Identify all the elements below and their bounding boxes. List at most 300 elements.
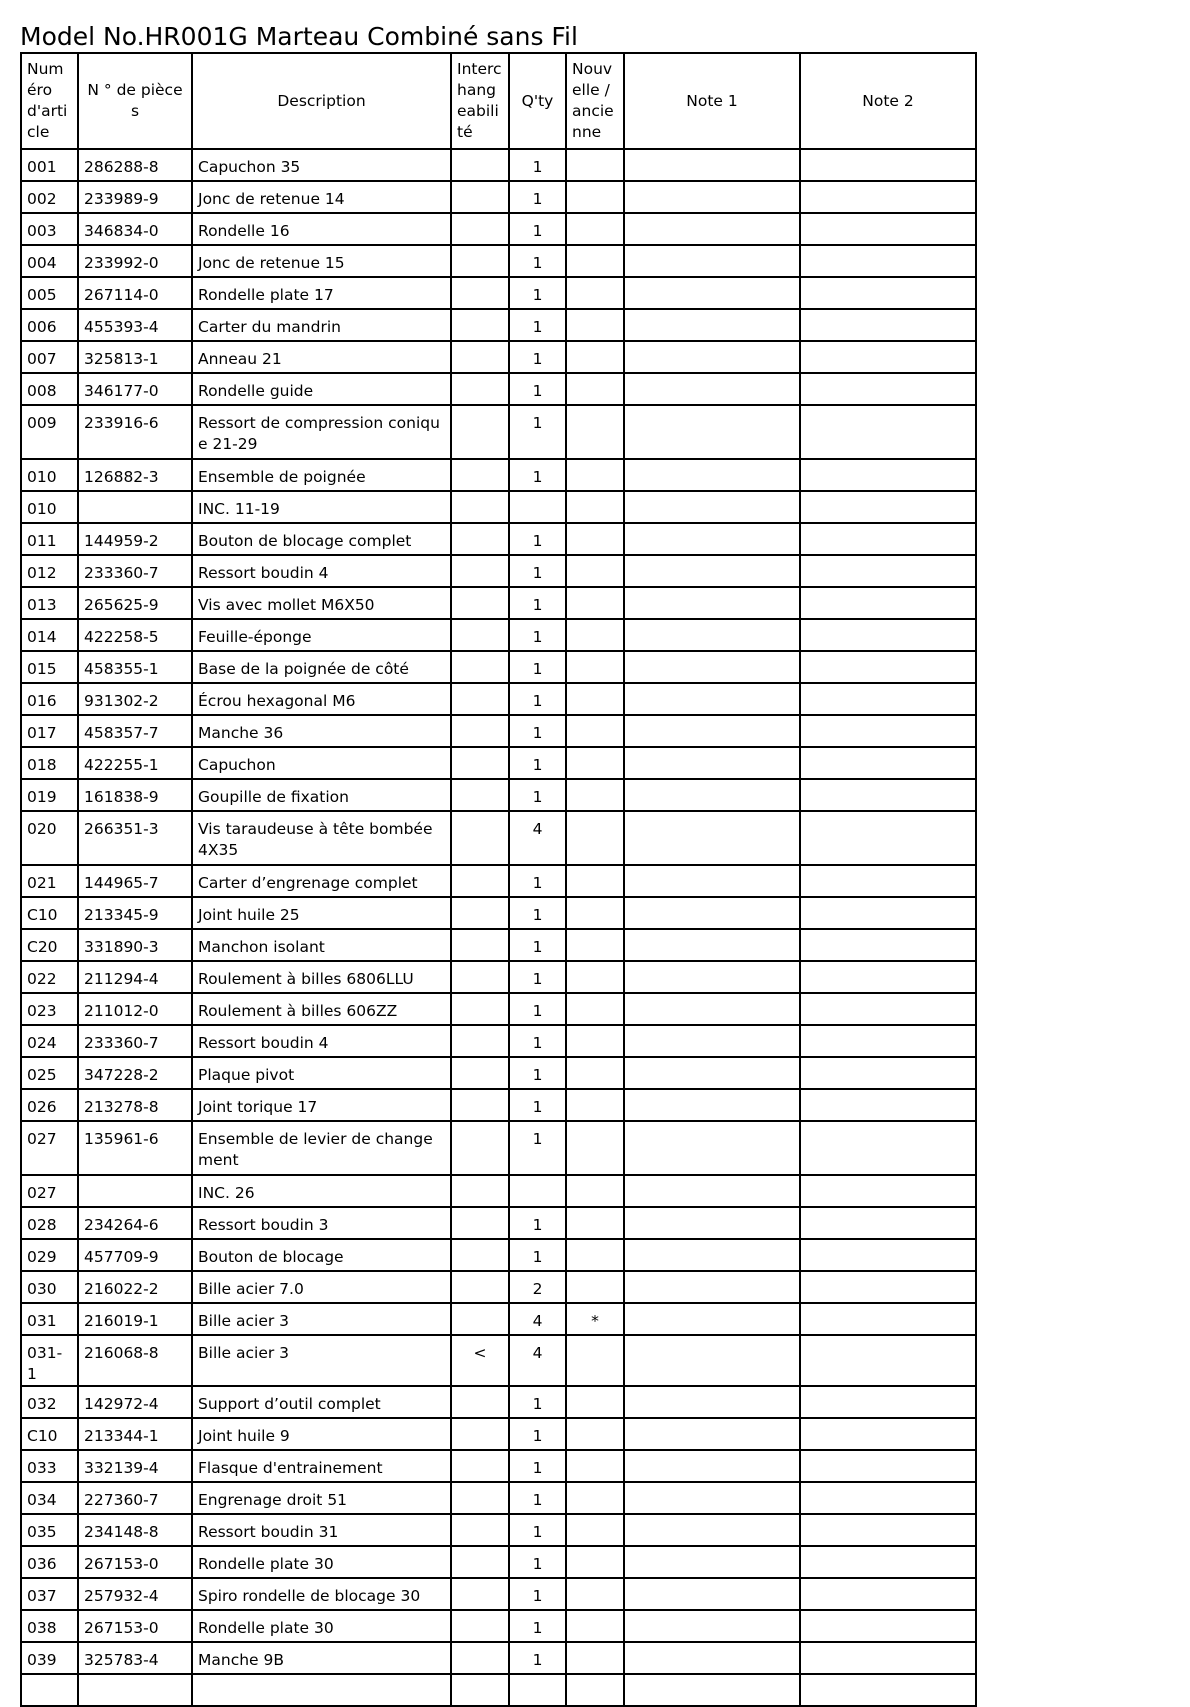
description-cell: Joint huile 25 <box>192 897 451 929</box>
interchangeability-cell <box>451 555 509 587</box>
note-1-cell <box>624 1207 800 1239</box>
table-row <box>21 651 976 683</box>
interchangeability-cell <box>451 1089 509 1121</box>
note-1-cell <box>624 811 800 865</box>
table-row <box>21 747 976 779</box>
item-number-cell: C10 <box>21 1418 78 1450</box>
description-cell: Rondelle guide <box>192 373 451 405</box>
quantity-cell: 1 <box>509 1121 566 1175</box>
note-1-cell <box>624 1386 800 1418</box>
note-1-cell <box>624 1239 800 1271</box>
note-1-cell <box>624 555 800 587</box>
quantity-cell <box>509 491 566 523</box>
part-number-cell: 213344-1 <box>78 1418 192 1450</box>
item-number-cell: 014 <box>21 619 78 651</box>
item-number-cell: 001 <box>21 149 78 181</box>
item-number-cell: 015 <box>21 651 78 683</box>
description-cell: Bille acier 3 <box>192 1303 451 1335</box>
item-number-cell: 027 <box>21 1175 78 1207</box>
note-2-cell <box>800 523 976 555</box>
part-number-cell: 142972-4 <box>78 1386 192 1418</box>
quantity-cell: 1 <box>509 181 566 213</box>
note-1-cell <box>624 1057 800 1089</box>
table-row <box>21 1514 976 1546</box>
quantity-cell: 1 <box>509 1239 566 1271</box>
new-old-cell <box>566 1271 624 1303</box>
item-number-cell: 021 <box>21 865 78 897</box>
note-2-cell <box>800 683 976 715</box>
quantity-cell: 1 <box>509 1418 566 1450</box>
new-old-cell <box>566 865 624 897</box>
interchangeability-cell <box>451 1386 509 1418</box>
interchangeability-cell <box>451 341 509 373</box>
new-old-cell <box>566 587 624 619</box>
table-row <box>21 1674 976 1706</box>
interchangeability-cell <box>451 961 509 993</box>
new-old-cell <box>566 715 624 747</box>
part-number-cell: 458355-1 <box>78 651 192 683</box>
note-1-cell <box>624 1610 800 1642</box>
note-2-cell <box>800 341 976 373</box>
description-cell: Feuille-éponge <box>192 619 451 651</box>
note-1-cell <box>624 1450 800 1482</box>
quantity-cell: 1 <box>509 1207 566 1239</box>
description-cell: Rondelle plate 17 <box>192 277 451 309</box>
interchangeability-cell <box>451 1674 509 1706</box>
table-row <box>21 341 976 373</box>
table-row <box>21 811 976 865</box>
item-number-cell: 019 <box>21 779 78 811</box>
item-number-cell: 035 <box>21 1514 78 1546</box>
new-old-cell <box>566 1642 624 1674</box>
interchangeability-cell <box>451 1303 509 1335</box>
interchangeability-cell <box>451 1610 509 1642</box>
table-row <box>21 1121 976 1175</box>
description-cell: Rondelle plate 30 <box>192 1610 451 1642</box>
interchangeability-cell <box>451 779 509 811</box>
description-cell: Écrou hexagonal M6 <box>192 683 451 715</box>
note-1-cell <box>624 1546 800 1578</box>
description-cell: Joint torique 17 <box>192 1089 451 1121</box>
quantity-cell: 1 <box>509 1546 566 1578</box>
new-old-cell <box>566 1121 624 1175</box>
new-old-cell <box>566 1482 624 1514</box>
note-1-cell <box>624 491 800 523</box>
note-2-cell <box>800 1674 976 1706</box>
part-number-cell: 233360-7 <box>78 555 192 587</box>
new-old-cell <box>566 929 624 961</box>
note-2-cell <box>800 651 976 683</box>
note-2-cell <box>800 1578 976 1610</box>
note-1-cell <box>624 715 800 747</box>
note-1-cell <box>624 1514 800 1546</box>
part-number-cell: 135961-6 <box>78 1121 192 1175</box>
new-old-cell <box>566 993 624 1025</box>
note-2-cell <box>800 459 976 491</box>
description-cell: Base de la poignée de côté <box>192 651 451 683</box>
new-old-cell <box>566 1418 624 1450</box>
note-2-cell <box>800 865 976 897</box>
item-number-cell: 011 <box>21 523 78 555</box>
note-2-cell <box>800 993 976 1025</box>
table-row <box>21 405 976 459</box>
table-row <box>21 459 976 491</box>
interchangeability-cell <box>451 1418 509 1450</box>
quantity-cell: 1 <box>509 929 566 961</box>
new-old-cell <box>566 341 624 373</box>
note-1-cell <box>624 341 800 373</box>
note-2-cell <box>800 747 976 779</box>
description-cell: Jonc de retenue 15 <box>192 245 451 277</box>
interchangeability-cell <box>451 181 509 213</box>
item-number-cell: 025 <box>21 1057 78 1089</box>
new-old-cell <box>566 459 624 491</box>
description-cell: Bille acier 7.0 <box>192 1271 451 1303</box>
part-number-cell: 233360-7 <box>78 1025 192 1057</box>
table-row <box>21 897 976 929</box>
interchangeability-cell <box>451 405 509 459</box>
new-old-cell <box>566 373 624 405</box>
note-2-cell <box>800 245 976 277</box>
description-cell: Manche 36 <box>192 715 451 747</box>
note-2-cell <box>800 779 976 811</box>
note-2-cell <box>800 1386 976 1418</box>
table-row <box>21 1642 976 1674</box>
quantity-cell <box>509 1175 566 1207</box>
new-old-cell <box>566 1207 624 1239</box>
item-number-cell: C10 <box>21 897 78 929</box>
new-old-cell <box>566 1335 624 1386</box>
new-old-cell <box>566 1239 624 1271</box>
item-number-cell: 006 <box>21 309 78 341</box>
description-cell: Bouton de blocage complet <box>192 523 451 555</box>
note-1-cell <box>624 929 800 961</box>
part-number-cell: 455393-4 <box>78 309 192 341</box>
description-cell: Vis taraudeuse à tête bombée 4X35 <box>192 811 451 865</box>
item-number-cell: 031-1 <box>21 1335 78 1386</box>
item-number-cell: 010 <box>21 459 78 491</box>
description-cell: Capuchon <box>192 747 451 779</box>
interchangeability-cell <box>451 309 509 341</box>
part-number-cell: 266351-3 <box>78 811 192 865</box>
description-cell: Engrenage droit 51 <box>192 1482 451 1514</box>
description-cell: Manche 9B <box>192 1642 451 1674</box>
description-cell: Ressort boudin 4 <box>192 1025 451 1057</box>
quantity-cell: 1 <box>509 1482 566 1514</box>
new-old-cell <box>566 651 624 683</box>
note-1-cell <box>624 747 800 779</box>
note-2-cell <box>800 1089 976 1121</box>
part-number-cell: 144965-7 <box>78 865 192 897</box>
quantity-cell: 1 <box>509 459 566 491</box>
description-cell: Vis avec mollet M6X50 <box>192 587 451 619</box>
interchangeability-cell <box>451 651 509 683</box>
note-2-cell <box>800 277 976 309</box>
note-2-cell <box>800 555 976 587</box>
item-number-cell: 007 <box>21 341 78 373</box>
note-1-cell <box>624 459 800 491</box>
new-old-cell <box>566 1089 624 1121</box>
quantity-cell: 1 <box>509 245 566 277</box>
new-old-cell <box>566 683 624 715</box>
description-cell: Goupille de fixation <box>192 779 451 811</box>
note-2-cell <box>800 1450 976 1482</box>
table-row <box>21 555 976 587</box>
new-old-cell <box>566 779 624 811</box>
description-cell: Anneau 21 <box>192 341 451 373</box>
interchangeability-cell <box>451 897 509 929</box>
part-number-cell: 227360-7 <box>78 1482 192 1514</box>
description-cell <box>192 1674 451 1706</box>
interchangeability-cell <box>451 459 509 491</box>
table-row <box>21 1386 976 1418</box>
part-number-cell: 234148-8 <box>78 1514 192 1546</box>
interchangeability-cell <box>451 1239 509 1271</box>
table-row <box>21 1578 976 1610</box>
new-old-cell <box>566 1610 624 1642</box>
part-number-cell: 211012-0 <box>78 993 192 1025</box>
table-row <box>21 1335 976 1386</box>
quantity-cell: 4 <box>509 1303 566 1335</box>
item-number-cell: 020 <box>21 811 78 865</box>
description-cell: Roulement à billes 6806LLU <box>192 961 451 993</box>
note-1-cell <box>624 181 800 213</box>
new-old-cell <box>566 277 624 309</box>
note-2-cell <box>800 1207 976 1239</box>
quantity-cell: 1 <box>509 587 566 619</box>
quantity-cell: 1 <box>509 1578 566 1610</box>
quantity-cell: 1 <box>509 149 566 181</box>
new-old-cell <box>566 491 624 523</box>
note-1-cell <box>624 1025 800 1057</box>
quantity-cell: 1 <box>509 1514 566 1546</box>
table-row <box>21 1546 976 1578</box>
interchangeability-cell <box>451 1450 509 1482</box>
description-cell: Rondelle plate 30 <box>192 1546 451 1578</box>
note-2-cell <box>800 1271 976 1303</box>
quantity-cell: 1 <box>509 961 566 993</box>
table-row <box>21 779 976 811</box>
note-2-cell <box>800 491 976 523</box>
note-1-cell <box>624 993 800 1025</box>
item-number-cell: 031 <box>21 1303 78 1335</box>
item-number-cell: 002 <box>21 181 78 213</box>
item-number-cell: 017 <box>21 715 78 747</box>
interchangeability-cell <box>451 149 509 181</box>
note-1-cell <box>624 619 800 651</box>
part-number-cell: 325783-4 <box>78 1642 192 1674</box>
table-row <box>21 1271 976 1303</box>
note-2-cell <box>800 897 976 929</box>
item-number-cell: 027 <box>21 1121 78 1175</box>
item-number-cell: 008 <box>21 373 78 405</box>
interchangeability-cell <box>451 619 509 651</box>
part-number-cell <box>78 491 192 523</box>
note-1-cell <box>624 1674 800 1706</box>
note-2-cell <box>800 213 976 245</box>
table-row <box>21 149 976 181</box>
part-number-cell: 233992-0 <box>78 245 192 277</box>
note-1-cell <box>624 1578 800 1610</box>
new-old-cell <box>566 149 624 181</box>
interchangeability-cell <box>451 491 509 523</box>
description-cell: Bouton de blocage <box>192 1239 451 1271</box>
new-old-cell <box>566 811 624 865</box>
note-1-cell <box>624 587 800 619</box>
note-2-cell <box>800 1610 976 1642</box>
item-number-cell: 003 <box>21 213 78 245</box>
quantity-cell: 1 <box>509 993 566 1025</box>
part-number-cell: 144959-2 <box>78 523 192 555</box>
note-1-cell <box>624 961 800 993</box>
note-1-cell <box>624 1303 800 1335</box>
part-number-cell: 422255-1 <box>78 747 192 779</box>
interchangeability-cell <box>451 277 509 309</box>
note-1-cell <box>624 213 800 245</box>
interchangeability-cell <box>451 1207 509 1239</box>
item-number-cell: 039 <box>21 1642 78 1674</box>
note-1-cell <box>624 523 800 555</box>
note-2-cell <box>800 373 976 405</box>
part-number-cell: 213278-8 <box>78 1089 192 1121</box>
quantity-cell: 2 <box>509 1271 566 1303</box>
interchangeability-cell <box>451 865 509 897</box>
note-1-cell <box>624 779 800 811</box>
part-number-cell: 233916-6 <box>78 405 192 459</box>
table-row <box>21 1303 976 1335</box>
item-number-cell: 024 <box>21 1025 78 1057</box>
quantity-cell: 1 <box>509 897 566 929</box>
part-number-cell: 325813-1 <box>78 341 192 373</box>
interchangeability-cell <box>451 1121 509 1175</box>
note-2-cell <box>800 1546 976 1578</box>
new-old-cell <box>566 405 624 459</box>
table-row <box>21 1418 976 1450</box>
header-note-1: Note 1 <box>624 53 800 149</box>
new-old-cell <box>566 213 624 245</box>
page-title: Model No.HR001G Marteau Combiné sans Fil <box>20 22 578 51</box>
table-row <box>21 961 976 993</box>
new-old-cell <box>566 1025 624 1057</box>
item-number-cell: 037 <box>21 1578 78 1610</box>
note-1-cell <box>624 1089 800 1121</box>
part-number-cell: 233989-9 <box>78 181 192 213</box>
interchangeability-cell <box>451 1546 509 1578</box>
item-number-cell: 023 <box>21 993 78 1025</box>
note-2-cell <box>800 1642 976 1674</box>
table-row <box>21 309 976 341</box>
description-cell: Manchon isolant <box>192 929 451 961</box>
table-row <box>21 1175 976 1207</box>
note-2-cell <box>800 929 976 961</box>
description-cell: Joint huile 9 <box>192 1418 451 1450</box>
part-number-cell: 346834-0 <box>78 213 192 245</box>
interchangeability-cell <box>451 1025 509 1057</box>
note-1-cell <box>624 309 800 341</box>
header-part-number: N ° de pièces <box>78 53 192 149</box>
note-2-cell <box>800 1121 976 1175</box>
note-1-cell <box>624 1335 800 1386</box>
header-new-old: Nouvelle / ancienne <box>566 53 624 149</box>
note-2-cell <box>800 715 976 747</box>
item-number-cell: 026 <box>21 1089 78 1121</box>
note-2-cell <box>800 1303 976 1335</box>
interchangeability-cell <box>451 1578 509 1610</box>
item-number-cell: 012 <box>21 555 78 587</box>
note-1-cell <box>624 1175 800 1207</box>
item-number-cell <box>21 1674 78 1706</box>
table-row <box>21 1482 976 1514</box>
parts-table <box>20 52 977 1707</box>
new-old-cell <box>566 1674 624 1706</box>
new-old-cell: * <box>566 1303 624 1335</box>
part-number-cell: 265625-9 <box>78 587 192 619</box>
description-cell: Carter du mandrin <box>192 309 451 341</box>
new-old-cell <box>566 1450 624 1482</box>
table-row <box>21 683 976 715</box>
note-2-cell <box>800 587 976 619</box>
interchangeability-cell <box>451 715 509 747</box>
interchangeability-cell <box>451 1175 509 1207</box>
part-number-cell: 161838-9 <box>78 779 192 811</box>
description-cell: Support d’outil complet <box>192 1386 451 1418</box>
description-cell: Rondelle 16 <box>192 213 451 245</box>
note-1-cell <box>624 897 800 929</box>
interchangeability-cell <box>451 213 509 245</box>
note-1-cell <box>624 651 800 683</box>
description-cell: Spiro rondelle de blocage 30 <box>192 1578 451 1610</box>
quantity-cell: 1 <box>509 1057 566 1089</box>
note-2-cell <box>800 1418 976 1450</box>
table-row <box>21 1610 976 1642</box>
table-row <box>21 523 976 555</box>
note-1-cell <box>624 1418 800 1450</box>
part-number-cell: 234264-6 <box>78 1207 192 1239</box>
note-2-cell <box>800 1025 976 1057</box>
part-number-cell <box>78 1175 192 1207</box>
description-cell: Ressort de compression conique 21-29 <box>192 405 451 459</box>
part-number-cell: 346177-0 <box>78 373 192 405</box>
note-2-cell <box>800 811 976 865</box>
note-2-cell <box>800 1175 976 1207</box>
part-number-cell: 216022-2 <box>78 1271 192 1303</box>
new-old-cell <box>566 1386 624 1418</box>
description-cell: INC. 26 <box>192 1175 451 1207</box>
interchangeability-cell <box>451 523 509 555</box>
note-2-cell <box>800 1482 976 1514</box>
item-number-cell: 030 <box>21 1271 78 1303</box>
part-number-cell: 267153-0 <box>78 1610 192 1642</box>
item-number-cell: 034 <box>21 1482 78 1514</box>
new-old-cell <box>566 181 624 213</box>
item-number-cell: 036 <box>21 1546 78 1578</box>
item-number-cell: 010 <box>21 491 78 523</box>
quantity-cell: 1 <box>509 1610 566 1642</box>
interchangeability-cell: < <box>451 1335 509 1386</box>
quantity-cell: 1 <box>509 555 566 587</box>
quantity-cell: 1 <box>509 619 566 651</box>
quantity-cell: 1 <box>509 277 566 309</box>
quantity-cell: 1 <box>509 683 566 715</box>
part-number-cell: 931302-2 <box>78 683 192 715</box>
part-number-cell: 216068-8 <box>78 1335 192 1386</box>
table-header-row <box>21 53 976 149</box>
note-2-cell <box>800 405 976 459</box>
note-1-cell <box>624 277 800 309</box>
table-row <box>21 1239 976 1271</box>
description-cell: Bille acier 3 <box>192 1335 451 1386</box>
table-row <box>21 619 976 651</box>
